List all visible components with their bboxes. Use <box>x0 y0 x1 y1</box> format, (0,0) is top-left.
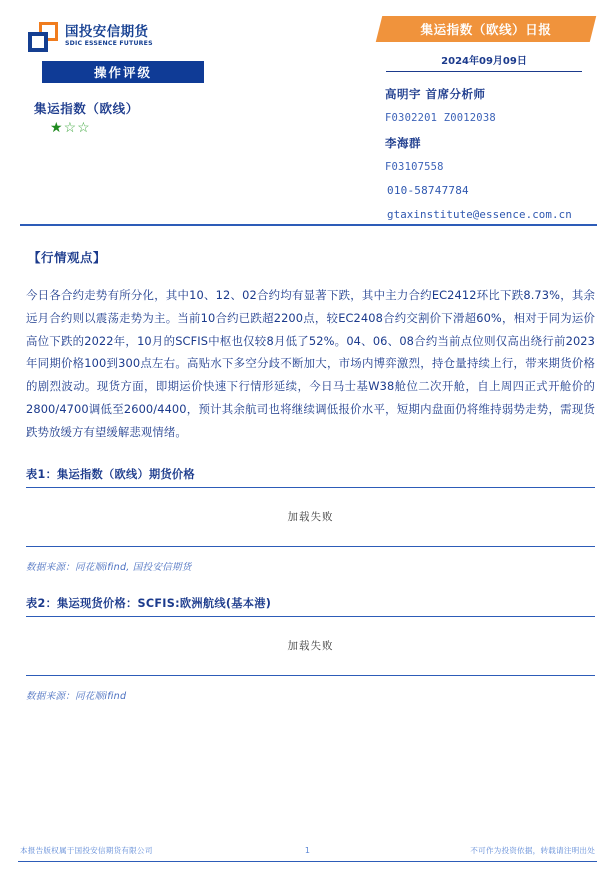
rating-stars <box>50 122 328 136</box>
logo-company-name-cn: 国投安信期货 <box>65 24 149 41</box>
footer-copyright: 本报告版权属于国投安信期货有限公司 <box>20 846 153 855</box>
star-empty-1: ☆ <box>63 121 78 136</box>
report-title-text: 集运指数（欧线）日报 <box>420 22 552 37</box>
table-1-title: 表1：集运指数（欧线）期货价格 <box>26 467 195 481</box>
footer-divider <box>18 861 597 862</box>
table-2-placeholder: 加载失败 <box>287 640 334 653</box>
table-2-title: 表2：集运现货价格：SCFIS:欧洲航线(基本港) <box>26 596 272 610</box>
table-1-source: 数据来源：同花顺ifind, 国投安信期货 <box>26 561 192 573</box>
square-blue-icon <box>28 32 48 52</box>
table-1-frame <box>26 487 595 547</box>
company-logo <box>28 22 328 52</box>
star-empty-2: ☆ <box>77 121 91 136</box>
contact-phone: 010-58747784 <box>387 184 469 197</box>
logo-mark-icon <box>28 22 58 52</box>
header-divider <box>20 224 597 226</box>
analyst-list <box>385 86 597 221</box>
header-left-column <box>28 22 328 136</box>
report-footer <box>20 845 595 856</box>
footer-page-number: 1 <box>304 846 311 855</box>
table-1-placeholder: 加载失败 <box>287 511 334 524</box>
contact-email: gtaxinstitute@essence.com.cn <box>387 208 572 221</box>
logo-text <box>65 26 153 47</box>
header-right-column <box>377 16 597 221</box>
analyst-code-2: F03107558 <box>385 161 444 173</box>
section-heading-market-view: 【行情观点】 <box>28 250 107 265</box>
report-date: 2024年09月09日 <box>386 52 582 72</box>
report-header <box>0 0 615 221</box>
footer-disclaimer: 不可作为投资依据，转载请注明出处 <box>470 846 595 855</box>
rating-banner <box>42 61 204 83</box>
table-2-frame <box>26 616 595 676</box>
report-content <box>26 248 595 702</box>
product-name: 集运指数（欧线） <box>34 101 139 116</box>
market-view-paragraph: 今日各合约走势有所分化，其中10、12、02合约均有显著下跌，其中主力合约EC2412环比下跌8.73%，其余远月合约则以震荡走势为主。当前10合约已跌超2200点，较EC2408合约交割价下滑超60%，相对于同为运价高位下跌的2022年，10月的SCFIS中枢也仅较8月低了52%。04、06、08合约当前点位则仅高出绕行前2023年同期价格100到300点左右。高贴水下多空分歧不断加大，市场内博弈激烈，持仓量持续上行，带来期货价格的剧烈波动。现货方面，即期运价快速下行情形延续，今日马士基W38舱位二次开舱，自上周四正式开舱价的2800/4700调低至2600/4400，预计其余航司也将继续调低报价水平，短期内盘面仍将维持弱势走势，需现货跌势放缓方有望缓解悲观情绪。 <box>26 288 595 439</box>
rating-banner-label: 操作评级 <box>93 65 152 80</box>
analyst-name-1: 高明宇 首席分析师 <box>385 87 486 101</box>
logo-company-name-en: SDIC ESSENCE FUTURES <box>65 40 153 48</box>
analyst-name-2: 李海群 <box>385 136 421 150</box>
table-block-2 <box>26 595 595 702</box>
table-2-source: 数据来源：同花顺ifind <box>26 690 127 702</box>
table-block-1 <box>26 466 595 573</box>
analyst-code-1: F0302201 Z0012038 <box>385 112 496 124</box>
report-title-banner <box>379 16 593 42</box>
star-filled-1: ★ <box>50 121 64 136</box>
